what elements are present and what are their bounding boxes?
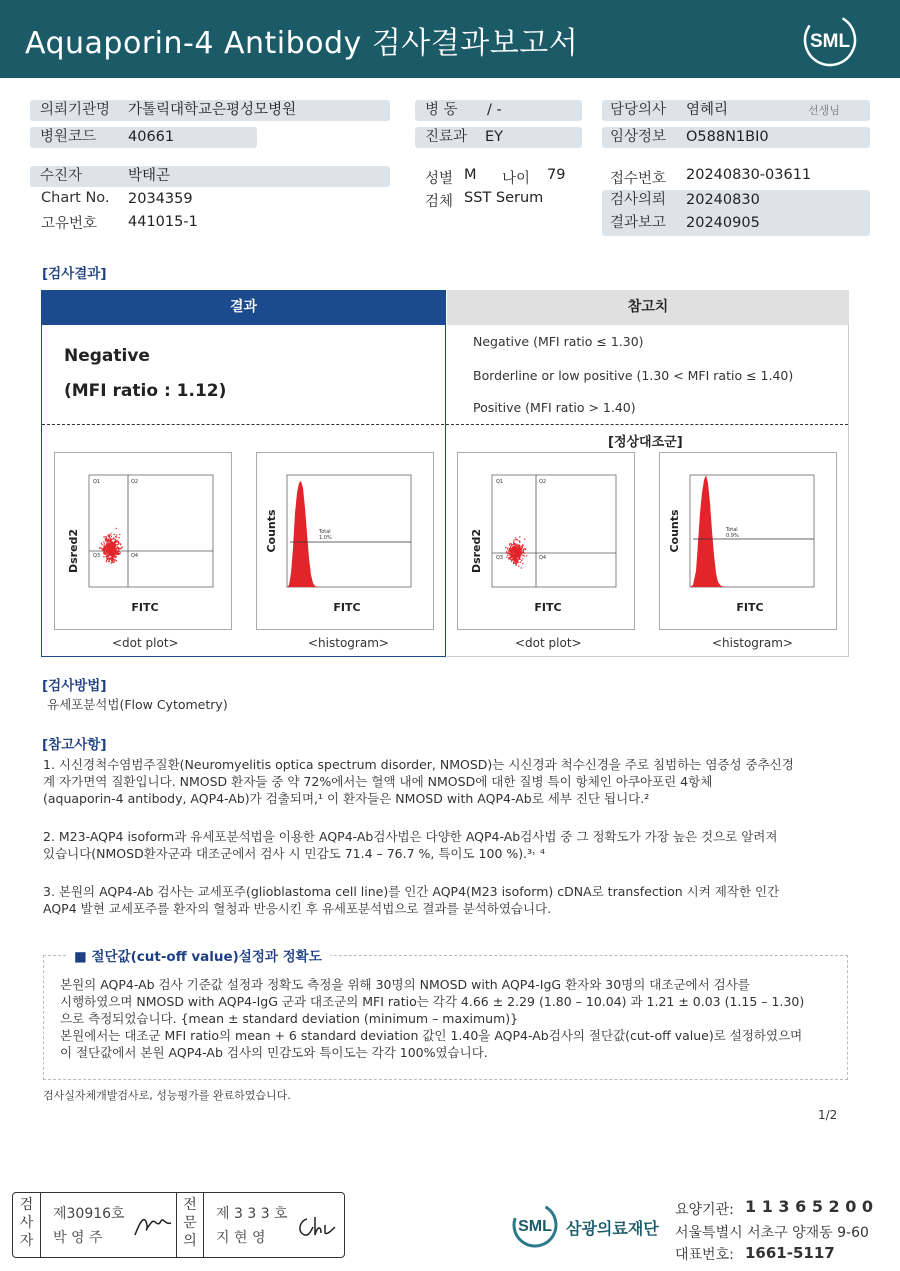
results-header: 결과	[41, 290, 446, 325]
specialist-label: 전문의	[176, 1193, 204, 1257]
svg-text:Dsred2: Dsred2	[470, 528, 483, 574]
signature-box	[12, 1192, 345, 1258]
svg-text:Dsred2: Dsred2	[67, 528, 80, 574]
note-1: 1. 시신경척수염범주질환(Neuromyelitis optica spectrum disorder, NMOSD)는 시신경과 척수신경을 주로 침범하는 염증성 중추신경 계 자가면역 질환입니다. NMOSD 환자들 중 약 72%에서는 혈액 내에 NMOSD에 대한 질병 특이 항체인 아쿠아포린 4항체 (aquaporin-4 antibody, AQP4-Ab)가 검출되며,¹ 이 환자들은 NMOSD with AQP4-Ab로 세부 진단 됩니다.²	[43, 757, 794, 806]
results-section-title: [검사결과]	[42, 266, 107, 282]
report-header	[0, 0, 900, 78]
sex-value: M	[464, 167, 477, 183]
control-group-label: [정상대조군]	[608, 435, 683, 450]
svg-text:Q2: Q2	[131, 479, 139, 485]
note-2: 2. M23-AQP4 isoform과 유세포분석법을 이용한 AQP4-Ab검사법은 다양한 AQP4-Ab검사법 중 그 정확도가 가장 높은 것으로 알려져 있습니다(NMOSD환자군과 대조군에서 검사 시 민감도 71.4 – 76.7 %, 특이도 100 %).³˒ ⁴	[43, 829, 778, 861]
svg-text:Counts: Counts	[668, 509, 681, 553]
ward-field: 병 동 / -	[415, 100, 582, 121]
svg-text:FITC: FITC	[131, 601, 159, 614]
svg-text:Total: Total	[319, 529, 331, 535]
reference-negative: Negative (MFI ratio ≤ 1.30)	[473, 334, 644, 349]
svg-text:Counts: Counts	[265, 509, 278, 553]
sml-logo-icon	[802, 12, 858, 68]
chart-no-label: Chart No.	[41, 190, 110, 206]
receipt-value: 20240830-03611	[686, 167, 812, 183]
sex-label: 성별	[425, 171, 454, 187]
dot-cloud	[505, 536, 527, 568]
phone-label: 대표번호:	[675, 1247, 734, 1263]
svg-text:Q3: Q3	[496, 555, 504, 561]
svg-text:1.0%: 1.0%	[319, 535, 332, 541]
inspector-signature	[131, 1211, 175, 1241]
result-value: Negative	[64, 346, 150, 366]
hospital-code-field: 병원코드 40661	[30, 127, 257, 148]
control-histogram	[659, 452, 837, 630]
result-mfi-ratio: (MFI ratio : 1.12)	[64, 381, 227, 401]
specialist-signature	[295, 1211, 339, 1241]
svg-text:Total: Total	[726, 527, 738, 533]
inspector-label: 검사자	[13, 1193, 41, 1257]
patient-dot-plot	[54, 452, 232, 630]
control-dot-plot	[457, 452, 635, 630]
control-histogram-caption: <histogram>	[712, 636, 793, 650]
notes-section-title: [참고사항]	[42, 737, 107, 753]
chart-no-value: 2034359	[128, 191, 193, 207]
age-value: 79	[547, 167, 566, 183]
svg-text:Q3: Q3	[93, 553, 101, 559]
clinical-info-field: 임상정보 O588N1BI0	[602, 127, 870, 148]
svg-text:FITC: FITC	[736, 601, 764, 614]
svg-text:SML: SML	[809, 31, 851, 52]
unique-no-label: 고유번호	[41, 216, 98, 232]
doctor-field: 담당의사 염혜리 선생님	[602, 100, 870, 121]
results-divider	[42, 424, 848, 425]
inspector-license: 제30916호	[53, 1206, 125, 1222]
unique-no-value: 441015-1	[128, 214, 198, 230]
care-institution-label: 요양기관:	[675, 1202, 734, 1218]
org-address: 서울특별시 서초구 양재동 9-60	[675, 1225, 869, 1241]
patient-dot-plot-caption: <dot plot>	[112, 636, 179, 650]
org-name: 삼광의료재단	[566, 1219, 659, 1238]
dates-field: 검사의뢰 20240830 결과보고 20240905	[602, 190, 870, 236]
method-text: 유세포분석법(Flow Cytometry)	[47, 697, 228, 712]
reference-positive: Positive (MFI ratio > 1.40)	[473, 400, 636, 415]
receipt-label: 접수번호	[610, 171, 667, 187]
care-institution-no: 1 1 3 6 5 2 0 0	[745, 1197, 874, 1216]
specimen-value: SST Serum	[464, 190, 544, 206]
cutoff-text: 본원의 AQP4-Ab 검사 기준값 설정과 정확도 측정을 위해 30명의 NMOSD with AQP4-IgG 환자와 30명의 대조군에서 검사를 시행하였으며 NMOSD with AQP4-IgG 군과 대조군의 MFI ratio는 각각 4.66 ± 2.29 (1.80 – 10.04) 과 1.21 ± 0.03 (1.15 – 1.30) 으로 측정되었습니다. {mean ± standard deviation (minimum – maximum)} 본원에서는 대조군 MFI ratio의 mean + 6 standard deviation 값인 1.40을 AQP4-Ab검사의 절단값(cut-off value)로 설정하였으며 이 절단값에서 본원 AQP4-Ab 검사의 민감도와 특이도는 각각 100%였습니다.	[60, 977, 805, 1060]
svg-text:FITC: FITC	[534, 601, 562, 614]
svg-text:Q4: Q4	[539, 555, 547, 561]
method-section-title: [검사방법]	[42, 678, 107, 694]
specialist-name: 지 현 영	[216, 1230, 266, 1246]
svg-text:Q4: Q4	[131, 553, 139, 559]
svg-text:FITC: FITC	[333, 601, 361, 614]
patient-histogram-caption: <histogram>	[308, 636, 389, 650]
control-dot-plot-caption: <dot plot>	[515, 636, 582, 650]
svg-text:0.9%: 0.9%	[726, 533, 739, 539]
dot-cloud	[99, 528, 123, 564]
validation-footnote: 검사실자체개발검사로, 성능평가를 완료하였습니다.	[43, 1089, 291, 1102]
svg-text:SML: SML	[518, 1218, 552, 1235]
specimen-label: 검체	[425, 194, 454, 210]
inspector-name: 박 영 주	[53, 1230, 103, 1246]
page-number: 1/2	[818, 1108, 838, 1122]
institution-field: 의뢰기관명 가톨릭대학교은평성모병원	[30, 100, 390, 121]
age-label: 나이	[502, 171, 531, 187]
patient-name-field: 수진자 박태곤	[30, 166, 390, 187]
reference-borderline: Borderline or low positive (1.30 < MFI ratio ≤ 1.40)	[473, 368, 794, 383]
phone-number: 1661-5117	[745, 1244, 835, 1262]
patient-histogram	[256, 452, 434, 630]
svg-text:Q1: Q1	[496, 479, 504, 485]
sml-org-logo-icon	[510, 1200, 560, 1250]
report-title: Aquaporin-4 Antibody 검사결과보고서	[25, 26, 579, 61]
reference-header: 참고치	[447, 290, 849, 325]
note-3: 3. 본원의 AQP4-Ab 검사는 교세포주(glioblastoma cell line)를 인간 AQP4(M23 isoform) cDNA로 transfection 시켜 제작한 인간 AQP4 발현 교세포주를 환자의 혈청과 반응시킨 후 유세포분석법으로 결과를 분석하였습니다.	[43, 884, 780, 916]
specialist-license: 제 3 3 3 호	[216, 1206, 288, 1222]
svg-text:Q2: Q2	[539, 479, 547, 485]
cutoff-title: ■ 절단값(cut-off value)설정과 정확도	[66, 945, 330, 965]
svg-text:Q1: Q1	[93, 479, 101, 485]
department-field: 진료과 EY	[415, 127, 582, 148]
